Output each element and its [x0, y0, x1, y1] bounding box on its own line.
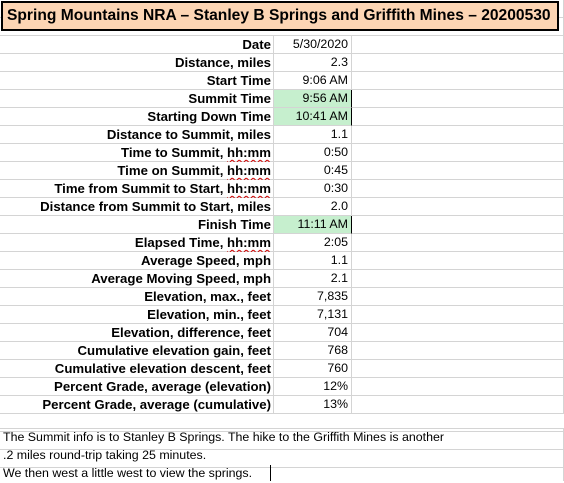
- row-label-text: Finish Time: [197, 217, 271, 232]
- row-label-text: Date: [242, 37, 271, 52]
- table-row: [0, 252, 352, 270]
- row-label-text: Cumulative elevation gain, feet: [77, 343, 271, 358]
- table-row: [0, 378, 352, 396]
- row-value-cell[interactable]: 0:50: [274, 144, 352, 162]
- row-value-cell[interactable]: 7,835: [274, 288, 352, 306]
- row-value-cell[interactable]: 9:06 AM: [274, 72, 352, 90]
- row-label-text: Average Speed, mph: [141, 253, 271, 268]
- table-row: [0, 180, 352, 198]
- table-row: [0, 288, 352, 306]
- table-row: [0, 108, 352, 126]
- title-cell[interactable]: [1, 1, 559, 31]
- row-label-cell[interactable]: [0, 72, 274, 90]
- row-label-cell[interactable]: [0, 90, 274, 108]
- row-label-text: Distance from Summit to Start, miles: [40, 199, 271, 214]
- table-row: [0, 198, 352, 216]
- row-value-cell[interactable]: 768: [274, 342, 352, 360]
- row-label-cell[interactable]: [0, 360, 274, 378]
- row-label-text: Distance to Summit, miles: [106, 127, 271, 142]
- spellcheck-flagged-text: hh:mm: [227, 145, 271, 160]
- spellcheck-flagged-text: hh:mm: [227, 235, 271, 250]
- row-label-text: Elevation, max., feet: [144, 289, 271, 304]
- note-line-3[interactable]: We then west a little west to view the springs.: [3, 466, 253, 480]
- hike-stats-table: [0, 36, 352, 414]
- table-row: [0, 324, 352, 342]
- row-label-cell[interactable]: [0, 288, 274, 306]
- row-label-cell[interactable]: [0, 162, 274, 180]
- note-cell-border: [270, 465, 271, 481]
- row-label-text: Cumulative elevation descent, feet: [54, 361, 271, 376]
- spellcheck-flagged-text: hh:mm: [227, 163, 271, 178]
- row-value-cell[interactable]: 2:05: [274, 234, 352, 252]
- row-label-cell[interactable]: [0, 144, 274, 162]
- row-label-text: Elevation, difference, feet: [111, 325, 271, 340]
- row-label-text: Time to Summit,: [121, 145, 228, 160]
- row-value-cell[interactable]: 9:56 AM: [274, 90, 352, 108]
- table-row: [0, 36, 352, 54]
- notes-block: [0, 429, 564, 483]
- row-label-text: Elevation, min., feet: [147, 307, 271, 322]
- table-row: [0, 360, 352, 378]
- row-label-text: Starting Down Time: [147, 109, 271, 124]
- row-value-cell[interactable]: 0:45: [274, 162, 352, 180]
- row-label-text: Time from Summit to Start,: [54, 181, 228, 196]
- row-value-cell[interactable]: 1.1: [274, 126, 352, 144]
- row-label-cell[interactable]: [0, 180, 274, 198]
- table-row: [0, 144, 352, 162]
- row-value-cell[interactable]: 10:41 AM: [274, 108, 352, 126]
- row-label-cell[interactable]: [0, 108, 274, 126]
- row-label-cell[interactable]: [0, 342, 274, 360]
- row-value-cell[interactable]: 2.1: [274, 270, 352, 288]
- row-label-text: Start Time: [206, 73, 271, 88]
- table-row: [0, 396, 352, 414]
- row-label-cell[interactable]: [0, 306, 274, 324]
- row-value-cell[interactable]: 1.1: [274, 252, 352, 270]
- row-label-cell[interactable]: [0, 396, 274, 414]
- row-label-cell[interactable]: [0, 252, 274, 270]
- row-value-cell[interactable]: 0:30: [274, 180, 352, 198]
- table-row: [0, 216, 352, 234]
- row-value-cell[interactable]: 13%: [274, 396, 352, 414]
- row-label-cell[interactable]: [0, 324, 274, 342]
- table-row: [0, 270, 352, 288]
- row-label-cell[interactable]: [0, 126, 274, 144]
- row-label-text: Distance, miles: [174, 55, 271, 70]
- row-label-cell[interactable]: [0, 216, 274, 234]
- row-label-text: Average Moving Speed, mph: [91, 271, 271, 286]
- table-row: [0, 342, 352, 360]
- row-label-cell[interactable]: [0, 234, 274, 252]
- table-row: [0, 72, 352, 90]
- row-label-text: Time on Summit,: [117, 163, 228, 178]
- note-line-2[interactable]: .2 miles round-trip taking 25 minutes.: [3, 448, 207, 462]
- row-label-cell[interactable]: [0, 54, 274, 72]
- note-line-1[interactable]: The Summit info is to Stanley B Springs. The hike to the Griffith Mines is another: [3, 430, 444, 444]
- table-row: [0, 306, 352, 324]
- spellcheck-flagged-text: hh:mm: [227, 181, 271, 196]
- row-label-cell[interactable]: [0, 270, 274, 288]
- blank-row[interactable]: [0, 414, 564, 429]
- table-row: [0, 54, 352, 72]
- row-label-text: Percent Grade, average (elevation): [54, 379, 271, 394]
- row-value-cell[interactable]: 2.3: [274, 54, 352, 72]
- row-value-cell[interactable]: 5/30/2020: [274, 36, 352, 54]
- row-value-cell[interactable]: 2.0: [274, 198, 352, 216]
- row-label-cell[interactable]: [0, 378, 274, 396]
- row-label-text: Summit Time: [188, 91, 271, 106]
- table-row: [0, 162, 352, 180]
- table-row: [0, 234, 352, 252]
- table-row: [0, 90, 352, 108]
- row-value-cell[interactable]: 12%: [274, 378, 352, 396]
- table-row: [0, 126, 352, 144]
- row-value-cell[interactable]: 704: [274, 324, 352, 342]
- title-text: Spring Mountains NRA – Stanley B Springs and Griffith Mines – 20200530: [7, 7, 551, 24]
- row-label-cell[interactable]: [0, 36, 274, 54]
- row-label-cell[interactable]: [0, 198, 274, 216]
- row-value-cell[interactable]: 11:11 AM: [274, 216, 352, 234]
- row-value-cell[interactable]: 7,131: [274, 306, 352, 324]
- row-label-text: Elapsed Time,: [134, 235, 228, 250]
- row-value-cell[interactable]: 760: [274, 360, 352, 378]
- row-label-text: Percent Grade, average (cumulative): [42, 397, 271, 412]
